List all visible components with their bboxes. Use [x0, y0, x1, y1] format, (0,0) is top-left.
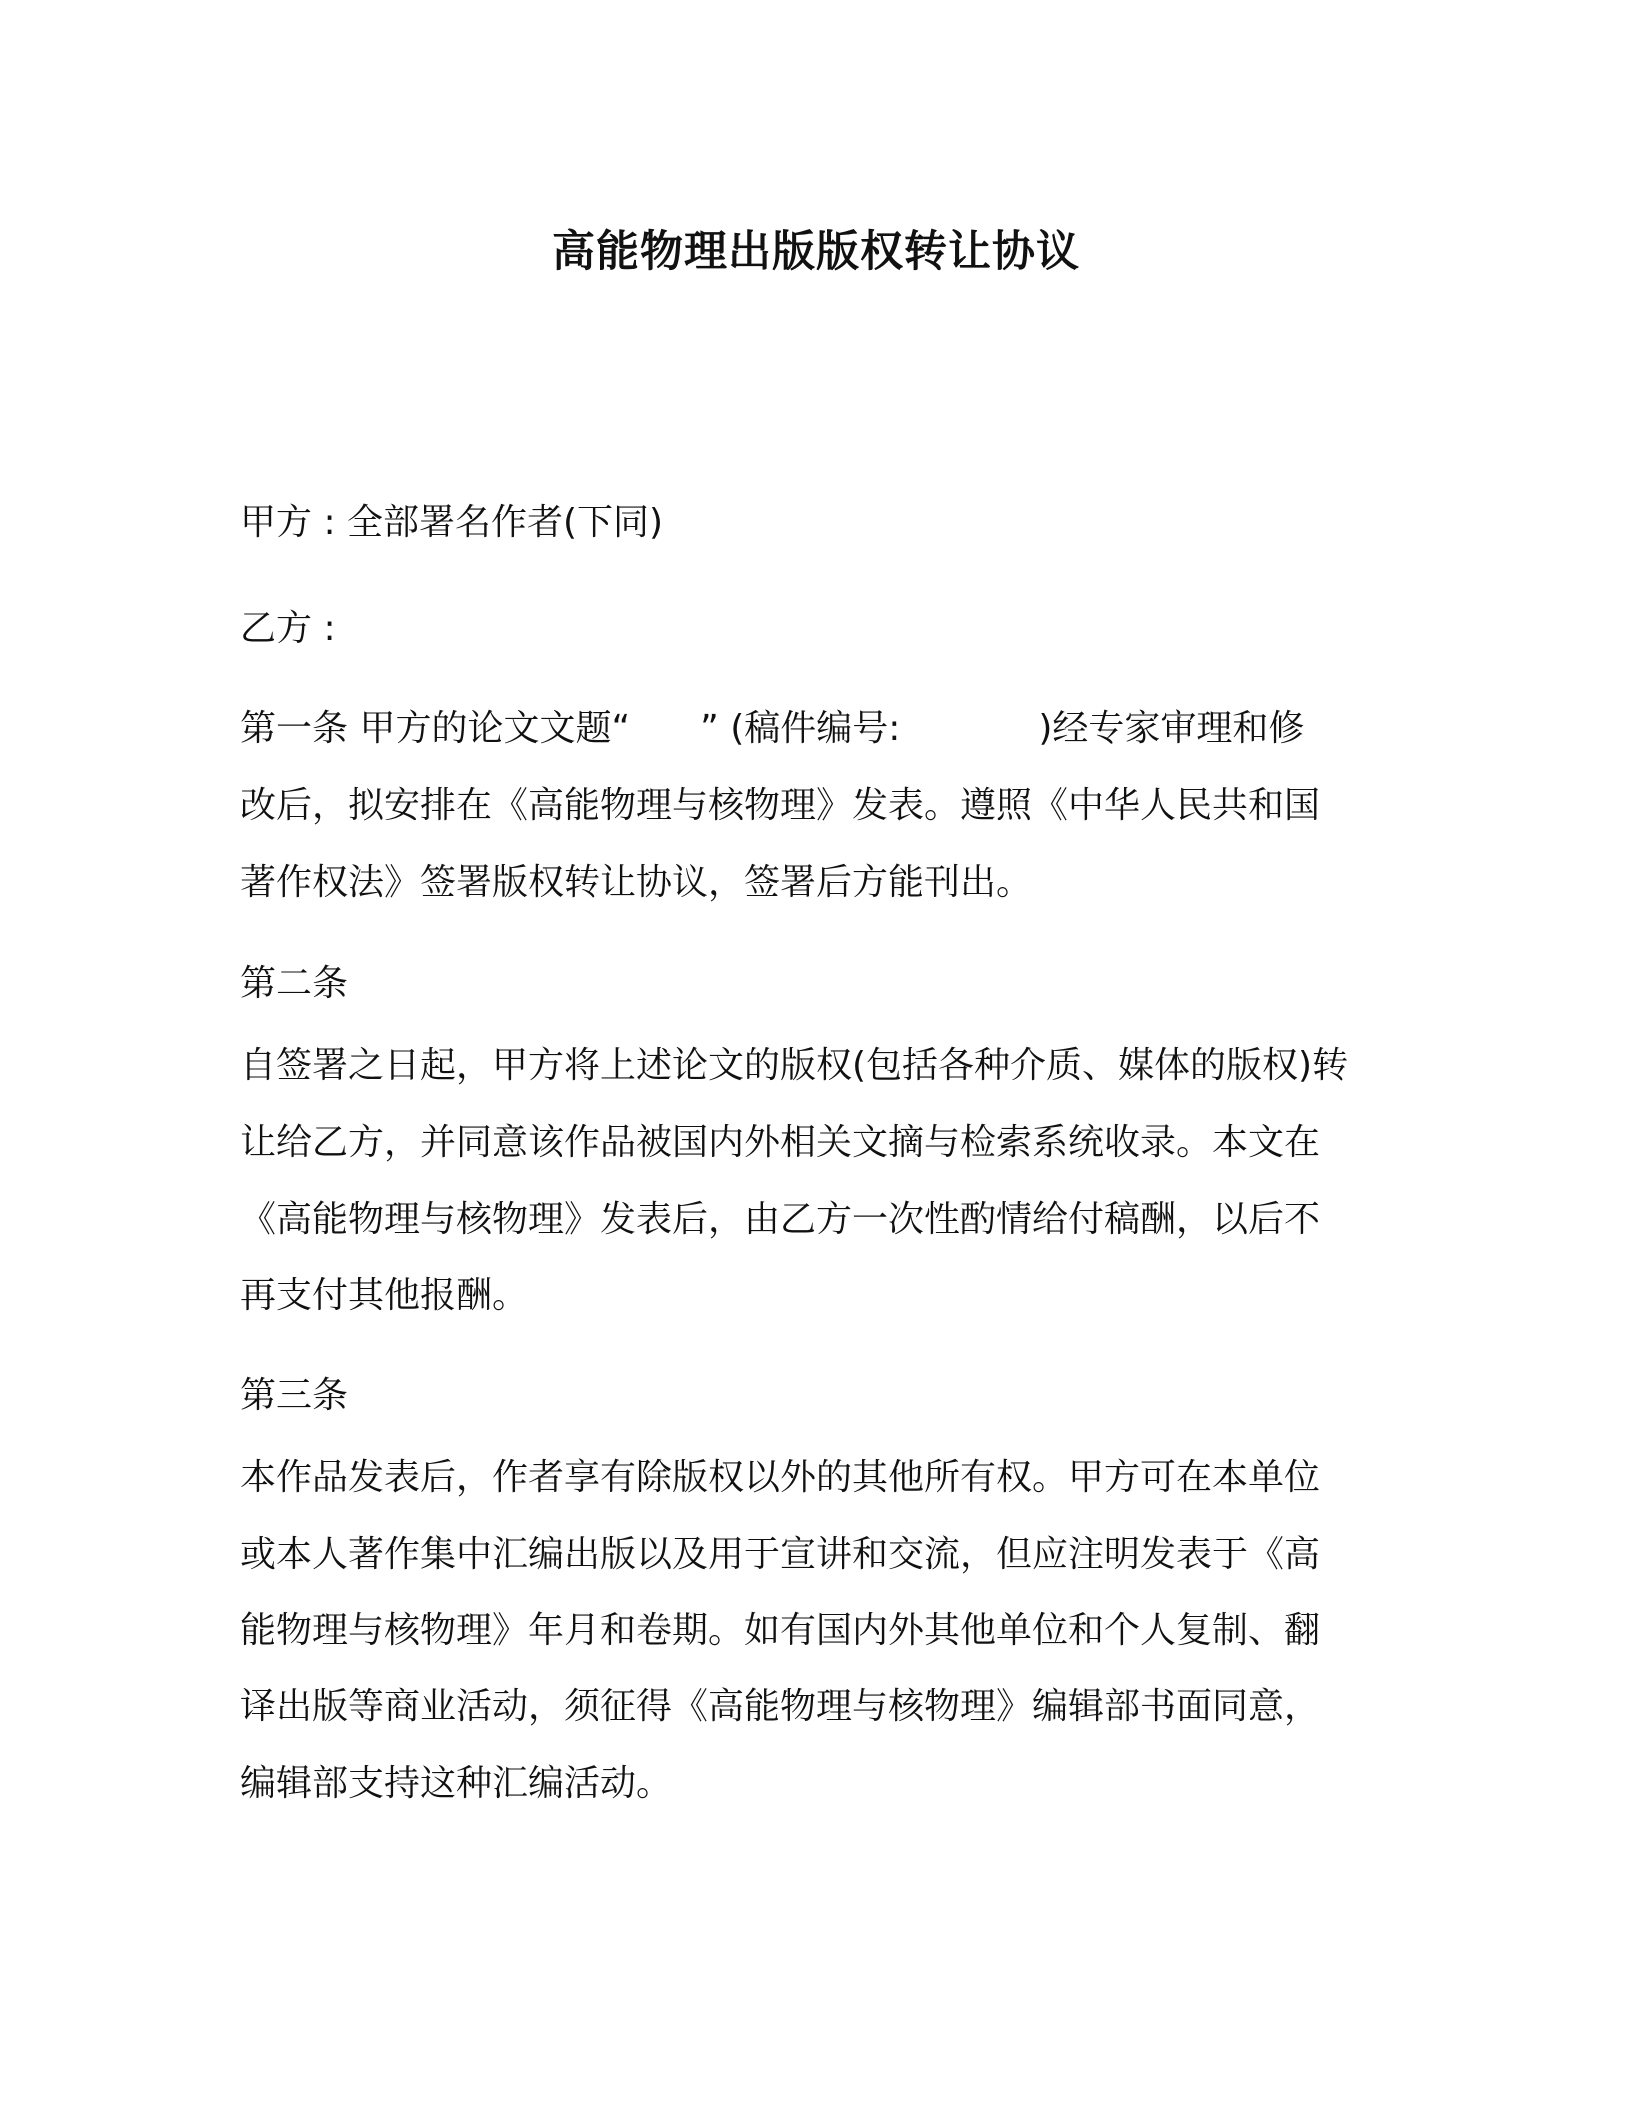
article3-line: 编辑部支持这种汇编活动。	[240, 1763, 673, 1804]
article1-line1	[240, 703, 1304, 755]
article3-heading: 第三条	[240, 1375, 349, 1416]
article2-line: 自签署之日起，甲方将上述论文的版权(包括各种介质、媒体的版权)转	[240, 1045, 1349, 1086]
article1-text-c: )经专家审理和修	[1038, 708, 1305, 749]
article1-text-b: ” (稿件编号:	[700, 708, 901, 749]
article2-line: 再支付其他报酬。	[240, 1275, 529, 1316]
article1-line2: 改后，拟安排在《高能物理与核物理》发表。遵照《中华人民共和国	[240, 785, 1321, 826]
article1-text-a: 第一条 甲方的论文文题“	[240, 708, 631, 749]
party-a-line: 甲方 : 全部署名作者(下同)	[240, 502, 664, 543]
article2-heading: 第二条	[240, 963, 349, 1004]
article2-line: 《高能物理与核物理》发表后，由乙方一次性酌情给付稿酬，以后不	[240, 1199, 1321, 1240]
party-b-line: 乙方 :	[240, 608, 336, 649]
article3-line: 能物理与核物理》年月和卷期。如有国内外其他单位和个人复制、翻	[240, 1610, 1321, 1651]
article3-line: 译出版等商业活动，须征得《高能物理与核物理》编辑部书面同意，	[240, 1686, 1321, 1727]
article3-line: 本作品发表后，作者享有除版权以外的其他所有权。甲方可在本单位	[240, 1457, 1321, 1498]
document-title: 高能物理出版版权转让协议	[552, 227, 1080, 277]
article1-line3: 著作权法》签署版权转让协议，签署后方能刊出。	[240, 862, 1033, 903]
article2-line: 让给乙方，并同意该作品被国内外相关文摘与检索系统收录。本文在	[240, 1122, 1321, 1163]
article3-line: 或本人著作集中汇编出版以及用于宣讲和交流，但应注明发表于《高	[240, 1534, 1321, 1575]
